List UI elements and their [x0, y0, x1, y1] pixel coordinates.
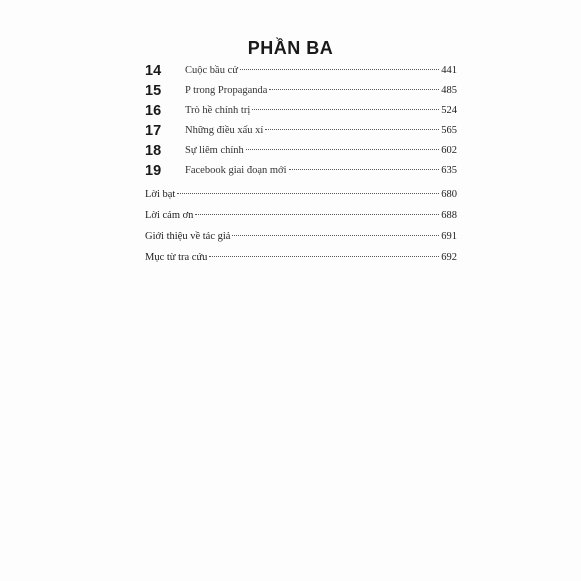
dot-leader: [289, 169, 440, 170]
table-of-contents: [145, 62, 457, 302]
dot-leader: [232, 235, 439, 236]
chapter-number: 16: [145, 103, 162, 119]
section-title: Lời cảm ơn: [145, 210, 194, 221]
page-number: 688: [441, 210, 457, 221]
dot-leader: [265, 129, 439, 130]
section-title: Giới thiệu về tác giả: [145, 231, 231, 242]
chapter-title: Facebook giai đoạn mới: [185, 165, 287, 176]
chapter-title: Cuộc bầu cử: [185, 65, 238, 76]
toc-entry-link[interactable]: [185, 64, 457, 80]
toc-entry-link[interactable]: [145, 230, 457, 246]
section-title: Lời bạt: [145, 189, 176, 200]
page-number: 680: [441, 189, 457, 200]
page-number: 524: [441, 105, 457, 116]
page-number: 635: [441, 165, 457, 176]
toc-backmatter-row: [145, 249, 457, 269]
toc-entry-link[interactable]: [185, 144, 457, 160]
chapter-title: Sự liêm chính: [185, 145, 244, 156]
chapter-number: 18: [145, 143, 162, 159]
chapter-number: 17: [145, 123, 162, 139]
part-title: PHẦN BA: [247, 38, 334, 58]
toc-chapter-row: [145, 162, 457, 182]
dot-leader: [209, 256, 439, 257]
toc-backmatter-row: [145, 186, 457, 206]
toc-entry-link[interactable]: [185, 164, 457, 180]
toc-entry-link[interactable]: [145, 209, 457, 225]
toc-entry-link[interactable]: [185, 84, 457, 100]
toc-backmatter-row: [145, 207, 457, 227]
toc-chapter-row: [145, 62, 457, 82]
chapter-title: P trong Propaganda: [185, 85, 268, 96]
toc-entry-link[interactable]: [145, 188, 457, 204]
toc-entry-link[interactable]: [185, 104, 457, 120]
page-number: 441: [441, 65, 457, 76]
toc-backmatter-row: [145, 228, 457, 248]
chapter-number: 15: [145, 83, 162, 99]
page-number: 692: [441, 252, 457, 263]
page-number: 485: [441, 85, 457, 96]
dot-leader: [195, 214, 439, 215]
page-number: 602: [441, 145, 457, 156]
dot-leader: [240, 69, 439, 70]
toc-entry-link[interactable]: [145, 251, 457, 267]
toc-entry-link[interactable]: [185, 124, 457, 140]
toc-chapter-row: [145, 82, 457, 102]
dot-leader: [252, 109, 439, 110]
chapter-number: 14: [145, 63, 162, 79]
chapter-number: 19: [145, 163, 162, 179]
page-number: 691: [441, 231, 457, 242]
toc-chapter-row: [145, 122, 457, 142]
chapter-title: Trò hề chính trị: [185, 105, 251, 116]
toc-chapter-row: [145, 102, 457, 122]
dot-leader: [269, 89, 439, 90]
section-title: Mục từ tra cứu: [145, 252, 208, 263]
chapter-title: Những điều xấu xí: [185, 125, 264, 136]
dot-leader: [177, 193, 439, 194]
toc-chapter-row: [145, 142, 457, 162]
dot-leader: [246, 149, 439, 150]
page-number: 565: [441, 125, 457, 136]
